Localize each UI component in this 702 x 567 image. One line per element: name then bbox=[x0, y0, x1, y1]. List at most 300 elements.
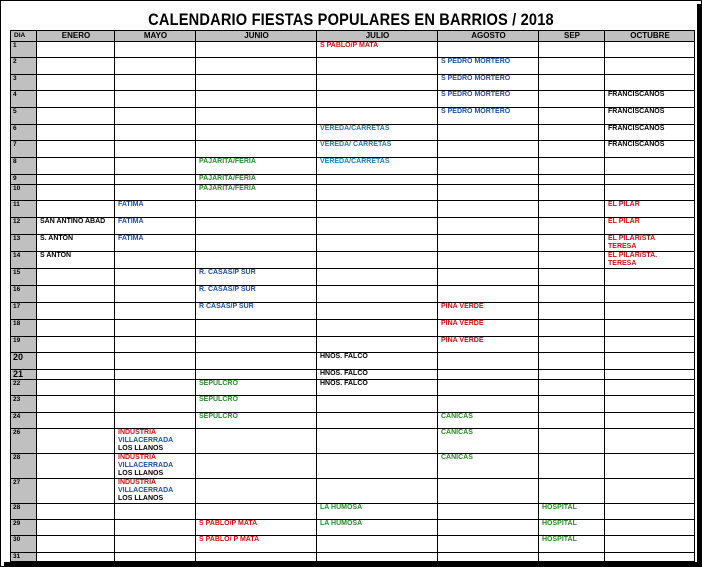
event-label: FRANCISCANOS bbox=[608, 108, 665, 115]
cell-octubre bbox=[605, 370, 695, 380]
cell-sep bbox=[539, 303, 605, 320]
header-sep: SEP bbox=[539, 31, 605, 42]
cell-sep bbox=[539, 553, 605, 562]
cell-sep bbox=[539, 75, 605, 91]
cell-octubre bbox=[605, 286, 695, 303]
cell-sep bbox=[539, 125, 605, 141]
cell-agosto bbox=[438, 141, 539, 158]
day-number: 27 bbox=[11, 479, 37, 504]
cell-octubre bbox=[605, 337, 695, 353]
header-junio: JUNIO bbox=[196, 31, 317, 42]
event-label: FATIMA bbox=[118, 218, 144, 225]
table-row bbox=[11, 536, 695, 553]
cell-junio bbox=[196, 536, 317, 553]
event-label: FATIMA bbox=[118, 235, 144, 242]
event-label: FRANCISCANOS bbox=[608, 91, 665, 98]
cell-julio bbox=[317, 479, 438, 504]
table-row bbox=[11, 42, 695, 58]
cell-junio bbox=[196, 58, 317, 75]
cell-julio bbox=[317, 252, 438, 269]
day-number: 20 bbox=[11, 353, 37, 370]
cell-junio bbox=[196, 175, 317, 185]
event-label: S ANTON bbox=[40, 252, 72, 259]
day-number: 10 bbox=[11, 185, 37, 201]
header-dia: DIA bbox=[11, 31, 37, 42]
cell-sep bbox=[539, 218, 605, 235]
event-label: LOS LLANOS bbox=[118, 495, 164, 502]
day-number: 29 bbox=[11, 520, 37, 536]
day-number: 19 bbox=[11, 337, 37, 353]
event-label: FRANCISCANOS bbox=[608, 125, 665, 132]
cell-julio bbox=[317, 218, 438, 235]
cell-agosto bbox=[438, 58, 539, 75]
event-label: PIÑA VERDE bbox=[441, 337, 484, 344]
cell-mayo bbox=[115, 413, 196, 429]
event-label: EL PILAR bbox=[608, 218, 640, 225]
cell-enero bbox=[37, 303, 115, 320]
day-number: 21 bbox=[11, 370, 37, 380]
cell-junio bbox=[196, 108, 317, 125]
cell-mayo bbox=[115, 235, 196, 252]
event-label: TERESA bbox=[608, 243, 637, 250]
header-enero: ENERO bbox=[37, 31, 115, 42]
event-label: PIÑA VERDE bbox=[441, 320, 484, 327]
event-label: R CASAS/P SUR bbox=[199, 303, 254, 310]
cell-sep bbox=[539, 520, 605, 536]
cell-sep bbox=[539, 158, 605, 175]
event-label: SEPULCRO bbox=[199, 396, 238, 403]
day-number: 9 bbox=[11, 175, 37, 185]
event-label: S PABLO/P MATA bbox=[320, 42, 379, 49]
cell-sep bbox=[539, 269, 605, 286]
table-row bbox=[11, 235, 695, 252]
cell-sep bbox=[539, 201, 605, 218]
event-label: EL PILAR/STA bbox=[608, 235, 656, 242]
cell-enero bbox=[37, 269, 115, 286]
cell-agosto bbox=[438, 353, 539, 370]
cell-agosto bbox=[438, 185, 539, 201]
cell-enero bbox=[37, 108, 115, 125]
cell-octubre bbox=[605, 396, 695, 413]
cell-agosto bbox=[438, 504, 539, 520]
cell-sep bbox=[539, 42, 605, 58]
cell-mayo bbox=[115, 108, 196, 125]
table-row bbox=[11, 380, 695, 396]
cell-agosto bbox=[438, 429, 539, 454]
cell-mayo bbox=[115, 175, 196, 185]
event-label: HNOS. FALCO bbox=[320, 353, 368, 360]
cell-agosto bbox=[438, 303, 539, 320]
calendar-table bbox=[10, 30, 695, 562]
cell-sep bbox=[539, 91, 605, 108]
header-julio: JULIO bbox=[317, 31, 438, 42]
cell-octubre bbox=[605, 218, 695, 235]
cell-julio bbox=[317, 337, 438, 353]
table-row bbox=[11, 125, 695, 141]
cell-enero bbox=[37, 337, 115, 353]
event-label: HOSPITAL bbox=[542, 536, 577, 543]
cell-junio bbox=[196, 286, 317, 303]
cell-julio bbox=[317, 201, 438, 218]
cell-junio bbox=[196, 158, 317, 175]
cell-junio bbox=[196, 413, 317, 429]
header-agosto: AGOSTO bbox=[438, 31, 539, 42]
cell-agosto bbox=[438, 520, 539, 536]
cell-mayo bbox=[115, 269, 196, 286]
event-label: EL PILAR/STA. bbox=[608, 252, 658, 259]
cell-junio bbox=[196, 141, 317, 158]
cell-junio bbox=[196, 235, 317, 252]
cell-octubre bbox=[605, 158, 695, 175]
day-number: 11 bbox=[11, 201, 37, 218]
cell-mayo bbox=[115, 536, 196, 553]
table-row bbox=[11, 75, 695, 91]
cell-octubre bbox=[605, 353, 695, 370]
cell-enero bbox=[37, 429, 115, 454]
table-row bbox=[11, 337, 695, 353]
cell-sep bbox=[539, 429, 605, 454]
cell-enero bbox=[37, 553, 115, 562]
cell-octubre bbox=[605, 536, 695, 553]
cell-octubre bbox=[605, 108, 695, 125]
cell-julio bbox=[317, 370, 438, 380]
event-label: S PEDRO MORTERO bbox=[441, 75, 511, 82]
day-number: 15 bbox=[11, 269, 37, 286]
table-row bbox=[11, 413, 695, 429]
cell-mayo bbox=[115, 429, 196, 454]
table-row bbox=[11, 520, 695, 536]
event-label: S. ANTON bbox=[40, 235, 74, 242]
table-row bbox=[11, 429, 695, 454]
cell-mayo bbox=[115, 125, 196, 141]
day-number: 16 bbox=[11, 286, 37, 303]
cell-junio bbox=[196, 125, 317, 141]
cell-octubre bbox=[605, 504, 695, 520]
event-label: R. CASAS/P SUR bbox=[199, 269, 256, 276]
cell-julio bbox=[317, 553, 438, 562]
cell-enero bbox=[37, 520, 115, 536]
day-number: 4 bbox=[11, 91, 37, 108]
day-number: 6 bbox=[11, 125, 37, 141]
cell-agosto bbox=[438, 396, 539, 413]
cell-enero bbox=[37, 353, 115, 370]
cell-sep bbox=[539, 479, 605, 504]
cell-mayo bbox=[115, 252, 196, 269]
cell-agosto bbox=[438, 91, 539, 108]
cell-agosto bbox=[438, 413, 539, 429]
event-label: VEREDA/CARRETAS bbox=[320, 125, 390, 132]
event-label: LOS LLANOS bbox=[118, 445, 164, 452]
cell-enero bbox=[37, 536, 115, 553]
event-label: INDUSTRIA bbox=[118, 429, 157, 436]
event-label: LA HUMOSA bbox=[320, 520, 363, 527]
header-mayo: MAYO bbox=[115, 31, 196, 42]
cell-sep bbox=[539, 396, 605, 413]
cell-agosto bbox=[438, 42, 539, 58]
event-label: HOSPITAL bbox=[542, 504, 577, 511]
cell-julio bbox=[317, 429, 438, 454]
table-row bbox=[11, 58, 695, 75]
cell-mayo bbox=[115, 158, 196, 175]
cell-julio bbox=[317, 185, 438, 201]
day-number: 28 bbox=[11, 504, 37, 520]
cell-enero bbox=[37, 479, 115, 504]
table-row bbox=[11, 479, 695, 504]
cell-octubre bbox=[605, 413, 695, 429]
cell-julio bbox=[317, 158, 438, 175]
event-label: R. CASAS/P SUR bbox=[199, 286, 256, 293]
cell-enero bbox=[37, 413, 115, 429]
event-label: S PABLO/ P MATA bbox=[199, 536, 260, 543]
day-number: 17 bbox=[11, 303, 37, 320]
cell-agosto bbox=[438, 380, 539, 396]
event-label: SEPULCRO bbox=[199, 413, 238, 420]
table-row bbox=[11, 286, 695, 303]
cell-octubre bbox=[605, 235, 695, 252]
day-number: 14 bbox=[11, 252, 37, 269]
cell-sep bbox=[539, 252, 605, 269]
cell-octubre bbox=[605, 75, 695, 91]
event-label: VILLACERRADA bbox=[118, 437, 174, 444]
cell-enero bbox=[37, 42, 115, 58]
cell-mayo bbox=[115, 91, 196, 108]
cell-junio bbox=[196, 303, 317, 320]
day-number: 13 bbox=[11, 235, 37, 252]
cell-agosto bbox=[438, 536, 539, 553]
event-label: S PEDRO MORTERO bbox=[441, 108, 511, 115]
event-label: CAÑICAS bbox=[441, 413, 473, 420]
event-label: EL PILAR bbox=[608, 201, 640, 208]
event-label: S PABLO/P MATA bbox=[199, 520, 258, 527]
cell-mayo bbox=[115, 42, 196, 58]
cell-octubre bbox=[605, 479, 695, 504]
cell-junio bbox=[196, 218, 317, 235]
event-label: PAJARITA/FERIA bbox=[199, 185, 256, 192]
cell-junio bbox=[196, 269, 317, 286]
page-title: CALENDARIO FIESTAS POPULARES EN BARRIOS / 2018 bbox=[148, 10, 554, 29]
cell-julio bbox=[317, 125, 438, 141]
cell-sep bbox=[539, 504, 605, 520]
event-label: VILLACERRADA bbox=[118, 487, 174, 494]
cell-mayo bbox=[115, 504, 196, 520]
cell-enero bbox=[37, 370, 115, 380]
cell-mayo bbox=[115, 396, 196, 413]
event-label: HNOS. FALCO bbox=[320, 380, 368, 387]
table-row bbox=[11, 201, 695, 218]
cell-julio bbox=[317, 108, 438, 125]
cell-sep bbox=[539, 536, 605, 553]
cell-octubre bbox=[605, 175, 695, 185]
event-label: PAJARITA/FERIA bbox=[199, 175, 256, 182]
cell-enero bbox=[37, 175, 115, 185]
event-label: PIÑA VERDE bbox=[441, 303, 484, 310]
cell-mayo bbox=[115, 141, 196, 158]
cell-octubre bbox=[605, 320, 695, 337]
header-octubre: OCTUBRE bbox=[605, 31, 695, 42]
cell-julio bbox=[317, 520, 438, 536]
cell-julio bbox=[317, 396, 438, 413]
event-label: INDUSTRIA bbox=[118, 454, 157, 461]
day-number: 30 bbox=[11, 536, 37, 553]
cell-agosto bbox=[438, 320, 539, 337]
event-label: SEPULCRO bbox=[199, 380, 238, 387]
cell-sep bbox=[539, 235, 605, 252]
cell-agosto bbox=[438, 158, 539, 175]
day-number: 26 bbox=[11, 429, 37, 454]
event-label: PAJARITA/FERIA bbox=[199, 158, 256, 165]
cell-enero bbox=[37, 125, 115, 141]
event-label: VEREDA/CARRETAS bbox=[320, 158, 390, 165]
table-row bbox=[11, 218, 695, 235]
day-number: 12 bbox=[11, 218, 37, 235]
event-label: S PEDRO MORTERO bbox=[441, 91, 511, 98]
cell-octubre bbox=[605, 42, 695, 58]
event-label: HNOS. FALCO bbox=[320, 370, 368, 377]
cell-sep bbox=[539, 175, 605, 185]
table-row bbox=[11, 141, 695, 158]
event-label: LOS LLANOS bbox=[118, 470, 164, 477]
event-label: FRANCISCANOS bbox=[608, 141, 665, 148]
cell-enero bbox=[37, 58, 115, 75]
cell-julio bbox=[317, 175, 438, 185]
cell-mayo bbox=[115, 218, 196, 235]
event-label: VILLACERRADA bbox=[118, 462, 174, 469]
cell-junio bbox=[196, 553, 317, 562]
cell-mayo bbox=[115, 479, 196, 504]
cell-sep bbox=[539, 413, 605, 429]
cell-julio bbox=[317, 75, 438, 91]
cell-sep bbox=[539, 320, 605, 337]
cell-junio bbox=[196, 504, 317, 520]
cell-junio bbox=[196, 320, 317, 337]
cell-julio bbox=[317, 380, 438, 396]
cell-agosto bbox=[438, 454, 539, 479]
cell-mayo bbox=[115, 320, 196, 337]
table-row bbox=[11, 454, 695, 479]
table-row bbox=[11, 303, 695, 320]
table-row bbox=[11, 185, 695, 201]
day-number: 23 bbox=[11, 396, 37, 413]
cell-sep bbox=[539, 370, 605, 380]
sheet-shadow-right bbox=[697, 4, 701, 567]
day-number: 8 bbox=[11, 158, 37, 175]
table-row bbox=[11, 91, 695, 108]
cell-junio bbox=[196, 520, 317, 536]
cell-agosto bbox=[438, 108, 539, 125]
cell-enero bbox=[37, 158, 115, 175]
table-row bbox=[11, 320, 695, 337]
table-row bbox=[11, 553, 695, 562]
cell-agosto bbox=[438, 252, 539, 269]
cell-agosto bbox=[438, 201, 539, 218]
table-row bbox=[11, 175, 695, 185]
table-row bbox=[11, 158, 695, 175]
cell-sep bbox=[539, 337, 605, 353]
cell-julio bbox=[317, 141, 438, 158]
event-label: LA HUMOSA bbox=[320, 504, 363, 511]
cell-octubre bbox=[605, 454, 695, 479]
cell-enero bbox=[37, 91, 115, 108]
day-number: 24 bbox=[11, 413, 37, 429]
cell-agosto bbox=[438, 337, 539, 353]
cell-agosto bbox=[438, 175, 539, 185]
cell-julio bbox=[317, 454, 438, 479]
cell-julio bbox=[317, 536, 438, 553]
cell-enero bbox=[37, 218, 115, 235]
cell-agosto bbox=[438, 75, 539, 91]
cell-mayo bbox=[115, 370, 196, 380]
cell-sep bbox=[539, 454, 605, 479]
event-label: TERESA bbox=[608, 260, 637, 267]
day-number: 18 bbox=[11, 320, 37, 337]
cell-agosto bbox=[438, 235, 539, 252]
cell-mayo bbox=[115, 58, 196, 75]
event-label: FATIMA bbox=[118, 201, 144, 208]
cell-julio bbox=[317, 42, 438, 58]
event-label: SAN ANTINO ABAD bbox=[40, 218, 106, 225]
cell-octubre bbox=[605, 185, 695, 201]
cell-mayo bbox=[115, 286, 196, 303]
cell-enero bbox=[37, 235, 115, 252]
cell-sep bbox=[539, 108, 605, 125]
cell-sep bbox=[539, 58, 605, 75]
cell-julio bbox=[317, 269, 438, 286]
cell-enero bbox=[37, 185, 115, 201]
cell-enero bbox=[37, 201, 115, 218]
cell-julio bbox=[317, 235, 438, 252]
cell-enero bbox=[37, 380, 115, 396]
cell-junio bbox=[196, 42, 317, 58]
cell-junio bbox=[196, 396, 317, 413]
cell-enero bbox=[37, 75, 115, 91]
day-number: 1 bbox=[11, 42, 37, 58]
cell-julio bbox=[317, 320, 438, 337]
cell-mayo bbox=[115, 201, 196, 218]
cell-agosto bbox=[438, 553, 539, 562]
cell-sep bbox=[539, 185, 605, 201]
event-label: HOSPITAL bbox=[542, 520, 577, 527]
day-number: 5 bbox=[11, 108, 37, 125]
day-number: 3 bbox=[11, 75, 37, 91]
event-label: S PEDRO MORTERO bbox=[441, 58, 511, 65]
cell-agosto bbox=[438, 370, 539, 380]
cell-enero bbox=[37, 286, 115, 303]
cell-octubre bbox=[605, 269, 695, 286]
cell-mayo bbox=[115, 353, 196, 370]
cell-junio bbox=[196, 185, 317, 201]
cell-julio bbox=[317, 353, 438, 370]
cell-octubre bbox=[605, 141, 695, 158]
cell-enero bbox=[37, 252, 115, 269]
table-row bbox=[11, 252, 695, 269]
cell-junio bbox=[196, 75, 317, 91]
cell-junio bbox=[196, 337, 317, 353]
cell-octubre bbox=[605, 553, 695, 562]
cell-agosto bbox=[438, 286, 539, 303]
cell-octubre bbox=[605, 91, 695, 108]
cell-junio bbox=[196, 370, 317, 380]
cell-junio bbox=[196, 429, 317, 454]
cell-junio bbox=[196, 91, 317, 108]
cell-julio bbox=[317, 413, 438, 429]
cell-mayo bbox=[115, 553, 196, 562]
cell-junio bbox=[196, 380, 317, 396]
table-row bbox=[11, 396, 695, 413]
cell-sep bbox=[539, 353, 605, 370]
cell-octubre bbox=[605, 252, 695, 269]
cell-mayo bbox=[115, 185, 196, 201]
cell-julio bbox=[317, 58, 438, 75]
